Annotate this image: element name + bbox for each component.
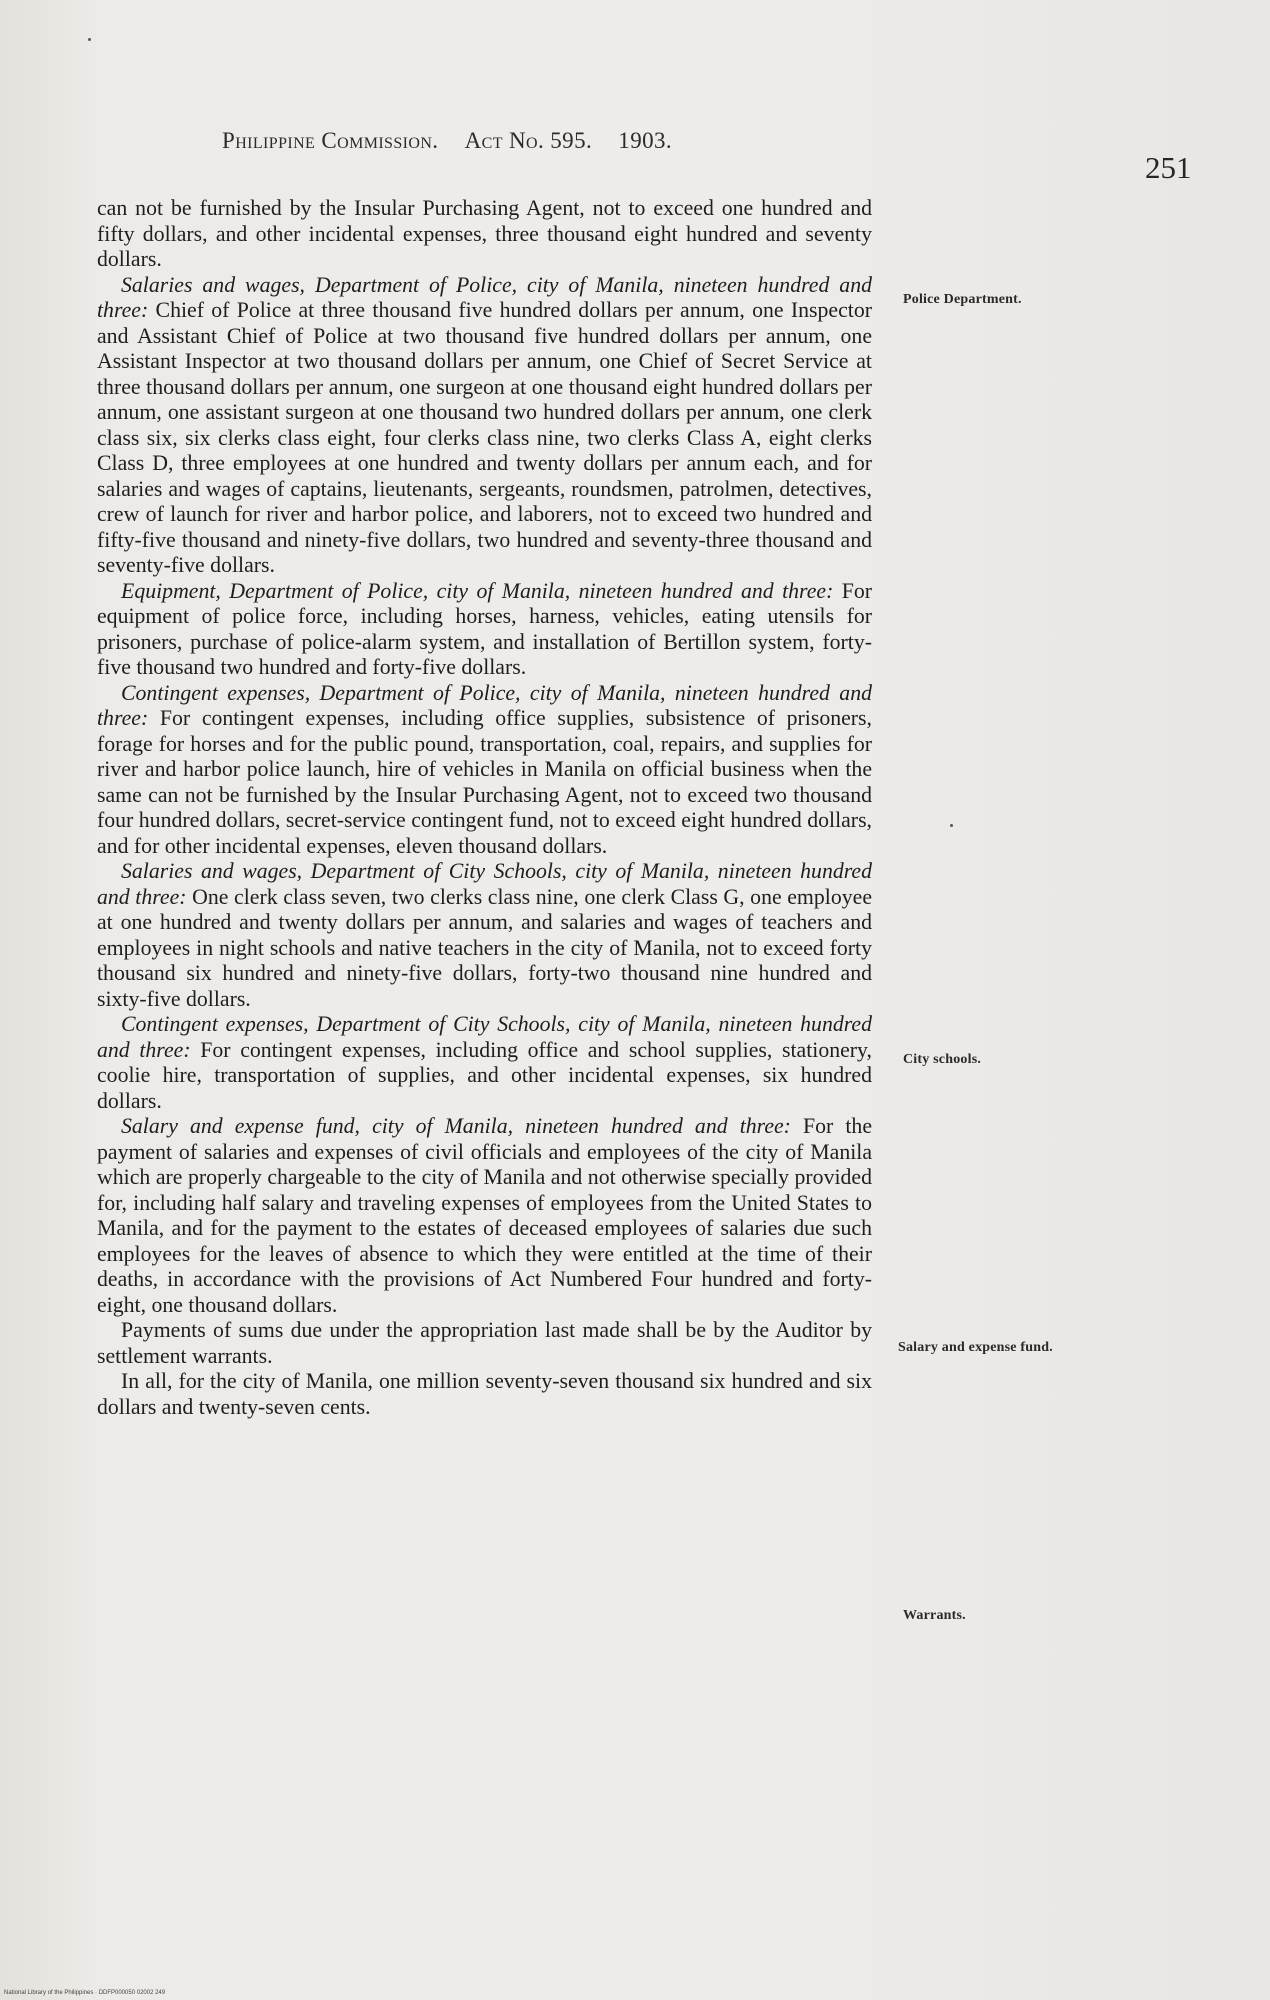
paragraph-police-contingent: Contingent expenses, Department of Police, city of Manila, nineteen hundred and three: For contingent expenses, including office supplies, subsistence of prisoners, forage for horses and for the public pound, transportation, coal, repairs, and supplies for river and harbor police launch, hire of vehicles in Manila on official business when the same can not be furnished by the Insular Purchasing Agent, not to exceed two thousand four hundred dollars, secret-service contingent fund, not to exceed eight hundred dollars, and for other incidental expenses, eleven thousand dollars. xyxy=(97,680,872,858)
paragraph-salary-expense-fund: Salary and expense fund, city of Manila, nineteen hundred and three: For the payment of salaries and expenses of civil officials and employees of the city of Manila which are properly chargeable to the city of Manila and not otherwise specially provided for, including half salary and traveling expenses of employees from the United States to Manila, and for the payment to the estates of deceased employees of salaries due such employees for the leaves of absence to which they were entitled at the time of their deaths, in accordance with the provisions of Act Numbered Four hundred and forty-eight, one thousand dollars. xyxy=(97,1114,873,1317)
paragraph-police-salaries: Salaries and wages, Department of Police, city of Manila, nineteen hundred and three: Chief of Police at three thousand five hundred dollars per annum, one Inspector and Assistant Chief of Police at two thousand five hundred dollars per annum, one Assistant Inspector at two thousand dollars per annum, one Chief of Secret Service at three thousand dollars per annum, one surgeon at one thousand eight hundred dollars per annum, one assistant surgeon at one thousand two hundred dollars per annum, one clerk class six, six clerks class eight, four clerks class nine, two clerks Class A, eight clerks Class D, three employees at one hundred and twenty dollars per annum each, and for salaries and wages of captains, lieutenants, sergeants, roundsmen, patrolmen, detectives, crew of launch for river and harbor police, and laborers, not to exceed two hundred and fifty-five thousand and ninety-five dollars, two hundred and seventy-three thousand and seventy-five dollars. xyxy=(97,272,872,577)
paragraph-total: In all, for the city of Manila, one million seventy-seven thousand six hundred and six dollars and twenty-seven cents. xyxy=(97,1369,872,1419)
paragraph-schools-salaries: Salaries and wages, Department of City Schools, city of Manila, nineteen hundred and three: One clerk class seven, two clerks class nine, one clerk Class G, one employee at one hundred and twenty dollars per annum, and salaries and wages of teachers and employees in night schools and native teachers in the city of Manila, not to exceed forty thousand six hundred and ninety-five dollars, forty-two thousand nine hundred and sixty-five dollars. xyxy=(97,859,872,1011)
sidenote-warrants: Warrants. xyxy=(903,1608,966,1623)
scan-speck xyxy=(950,824,953,827)
running-head xyxy=(222,128,672,154)
paragraph-warrants: Payments of sums due under the appropriation last made shall be by the Auditor by settlement warrants. xyxy=(97,1318,872,1368)
header-commission: Philippine Commission. xyxy=(222,128,439,153)
scan-footer: National Library of the Philippines · DDFP000050 02002 249 xyxy=(4,1990,166,1996)
body-text xyxy=(97,196,872,1420)
sidenote-city-schools: City schools. xyxy=(903,1052,982,1067)
scan-speck xyxy=(88,38,91,41)
header-act: Act No. 595. xyxy=(464,128,593,153)
header-year: 1903. xyxy=(618,128,673,153)
sidenote-police-department: Police Department. xyxy=(903,292,1022,307)
paragraph-1: can not be furnished by the Insular Purchasing Agent, not to exceed one hundred and fifty dollars, and other incidental expenses, three thousand eight hundred and seventy dollars. xyxy=(97,196,872,271)
sidenote-salary-expense-fund: Salary and expense fund. xyxy=(898,1340,1053,1355)
paragraph-schools-contingent: Contingent expenses, Department of City Schools, city of Manila, nineteen hundred and three: For contingent expenses, including office and school supplies, stationery, coolie hire, transportation of supplies, and other incidental expenses, six hundred dollars. xyxy=(97,1012,872,1113)
paragraph-police-equipment: Equipment, Department of Police, city of Manila, nineteen hundred and three: For equipment of police force, including horses, harness, vehicles, eating utensils for prisoners, purchase of police-alarm system, and installation of Bertillon system, forty-five thousand two hundred and forty-five dollars. xyxy=(97,578,872,679)
page-number: 251 xyxy=(1145,150,1192,185)
